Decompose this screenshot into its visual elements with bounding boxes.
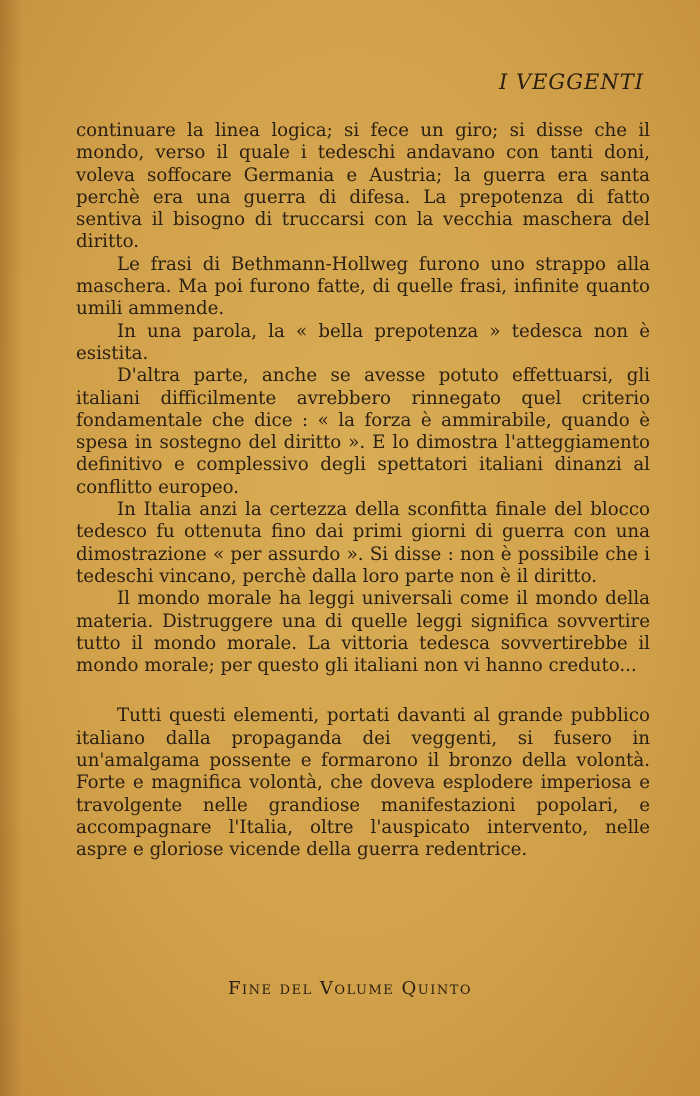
paragraph-4: D'altra parte, anche se avesse potuto effettuarsi, gli italiani difficilmente avrebbero rinnegato quel criterio fondamentale che dice : « la forza è ammirabile, quando è spesa in sostegno del diritto ». E lo dimostra l'atteggiamento definitivo e complessivo degli spettatori italiani dinanzi al conflitto europeo. [76,365,650,498]
end-of-volume-note: Fine del Volume Quinto [227,978,473,999]
paragraph-2: Le frasi di Bethmann-Hollweg furono uno strappo alla maschera. Ma poi furono fatte, di quelle frasi, infinite quanto umili ammende. [76,253,650,320]
paragraph-6: Il mondo morale ha leggi universali come il mondo della materia. Distruggere una di quelle leggi significa sovvertire tutto il mondo morale. La vittoria tedesca sovvertirebbe il mondo morale; per questo gli italiani non vi hanno creduto... [76,588,650,677]
paragraph-3: In una parola, la « bella prepotenza » tedesca non è esistita. [76,320,650,364]
body-text [76,120,650,862]
paragraph-5: In Italia anzi la certezza della sconfitta finale del blocco tedesco fu ottenuta fino dai primi giorni di guerra con una dimostrazione « per assurdo ». Si disse : non è possibile che i tedeschi vincano, perchè dalla loro parte non è il diritto. [76,499,650,587]
paragraph-1: continuare la linea logica; si fece un giro; si disse che il mondo, verso il quale i tedeschi andavano con tanti doni, voleva soffocare Germania e Austria; la guerra era santa perchè era una guerra di difesa. La prepotenza di fatto sentiva il bisogno di truccarsi con la vecchia maschera del diritto. [76,120,650,253]
paragraph-7: Tutti questi elementi, portati davanti al grande pubblico italiano dalla propaganda dei veggenti, si fusero in un'amalgama possente e formarono il bronzo della volontà. Forte e magnifica volontà, che doveva esplodere imperiosa e travolgente nelle grandiose manifestazioni popolari, e accompagnare l'Italia, oltre l'auspicato intervento, nelle aspre e gloriose vicende della guerra redentrice. [76,705,650,861]
running-head: I VEGGENTI [498,70,644,94]
